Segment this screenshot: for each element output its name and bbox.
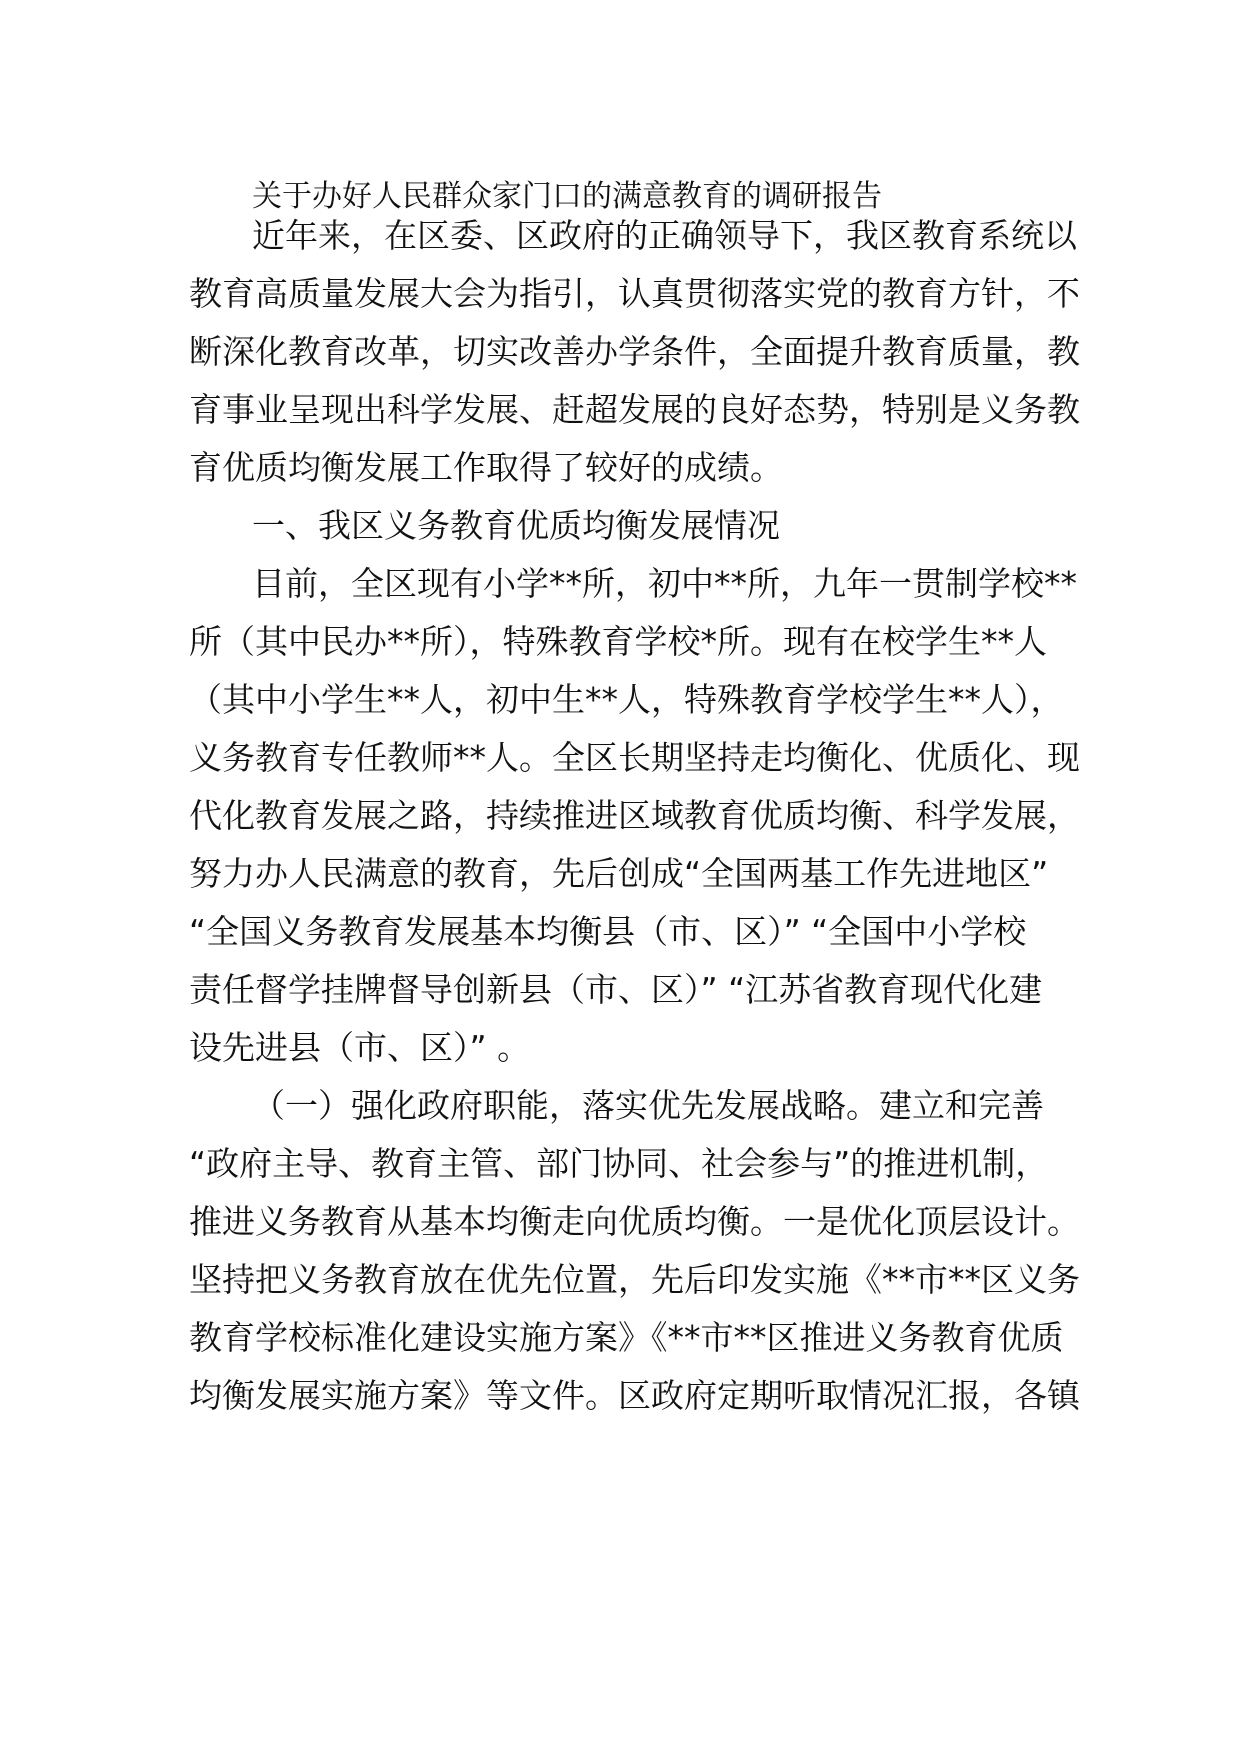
paragraph-line: “全国义务教育发展基本均衡县（市、区）” “全国中小学校 xyxy=(189,912,1027,951)
paragraph-line: 推进义务教育从基本均衡走向优质均衡。一是优化顶层设计。 xyxy=(189,1202,1080,1241)
paragraph-line: 代化教育发展之路，持续推进区域教育优质均衡、科学发展， xyxy=(189,796,1080,835)
paragraph-line: “政府主导、教育主管、部门协同、社会参与”的推进机制， xyxy=(189,1144,1049,1183)
paragraph-line: 设先进县（市、区）” 。 xyxy=(189,1028,531,1067)
paragraph-line: （一）强化政府职能，落实优先发展战略。建立和完善 xyxy=(252,1086,1044,1125)
paragraph-line: 努力办人民满意的教育，先后创成“全国两基工作先进地区” xyxy=(189,854,1049,893)
paragraph-line: 坚持把义务教育放在优先位置，先后印发实施《**市**区义务 xyxy=(189,1260,1080,1299)
paragraph-line: 教育高质量发展大会为指引，认真贯彻落实党的教育方针，不 xyxy=(189,274,1080,313)
paragraph-line: 育优质均衡发展工作取得了较好的成绩。 xyxy=(189,448,783,487)
paragraph-line: 育事业呈现出科学发展、赶超发展的良好态势，特别是义务教 xyxy=(189,390,1080,429)
paragraph-line: 均衡发展实施方案》等文件。区政府定期听取情况汇报，各镇 xyxy=(189,1376,1080,1415)
paragraph-line: 义务教育专任教师**人。全区长期坚持走均衡化、优质化、现 xyxy=(189,738,1080,777)
section-heading: 一、我区义务教育优质均衡发展情况 xyxy=(252,506,780,545)
paragraph-line: 责任督学挂牌督导创新县（市、区）” “江苏省教育现代化建 xyxy=(189,970,1043,1009)
paragraph-line: 近年来，在区委、区政府的正确领导下，我区教育系统以 xyxy=(252,216,1077,255)
paragraph-line: 所（其中民办**所），特殊教育学校*所。现有在校学生**人 xyxy=(189,622,1047,661)
paragraph-line: 目前，全区现有小学**所，初中**所，九年一贯制学校** xyxy=(252,564,1077,603)
paragraph-line: 教育学校标准化建设实施方案》《**市**区推进义务教育优质 xyxy=(189,1318,1064,1357)
document-title: 关于办好人民群众家门口的满意教育的调研报告 xyxy=(252,179,882,214)
paragraph-line: 断深化教育改革，切实改善办学条件，全面提升教育质量，教 xyxy=(189,332,1080,371)
paragraph-line: （其中小学生**人，初中生**人，特殊教育学校学生**人）， xyxy=(189,680,1064,719)
